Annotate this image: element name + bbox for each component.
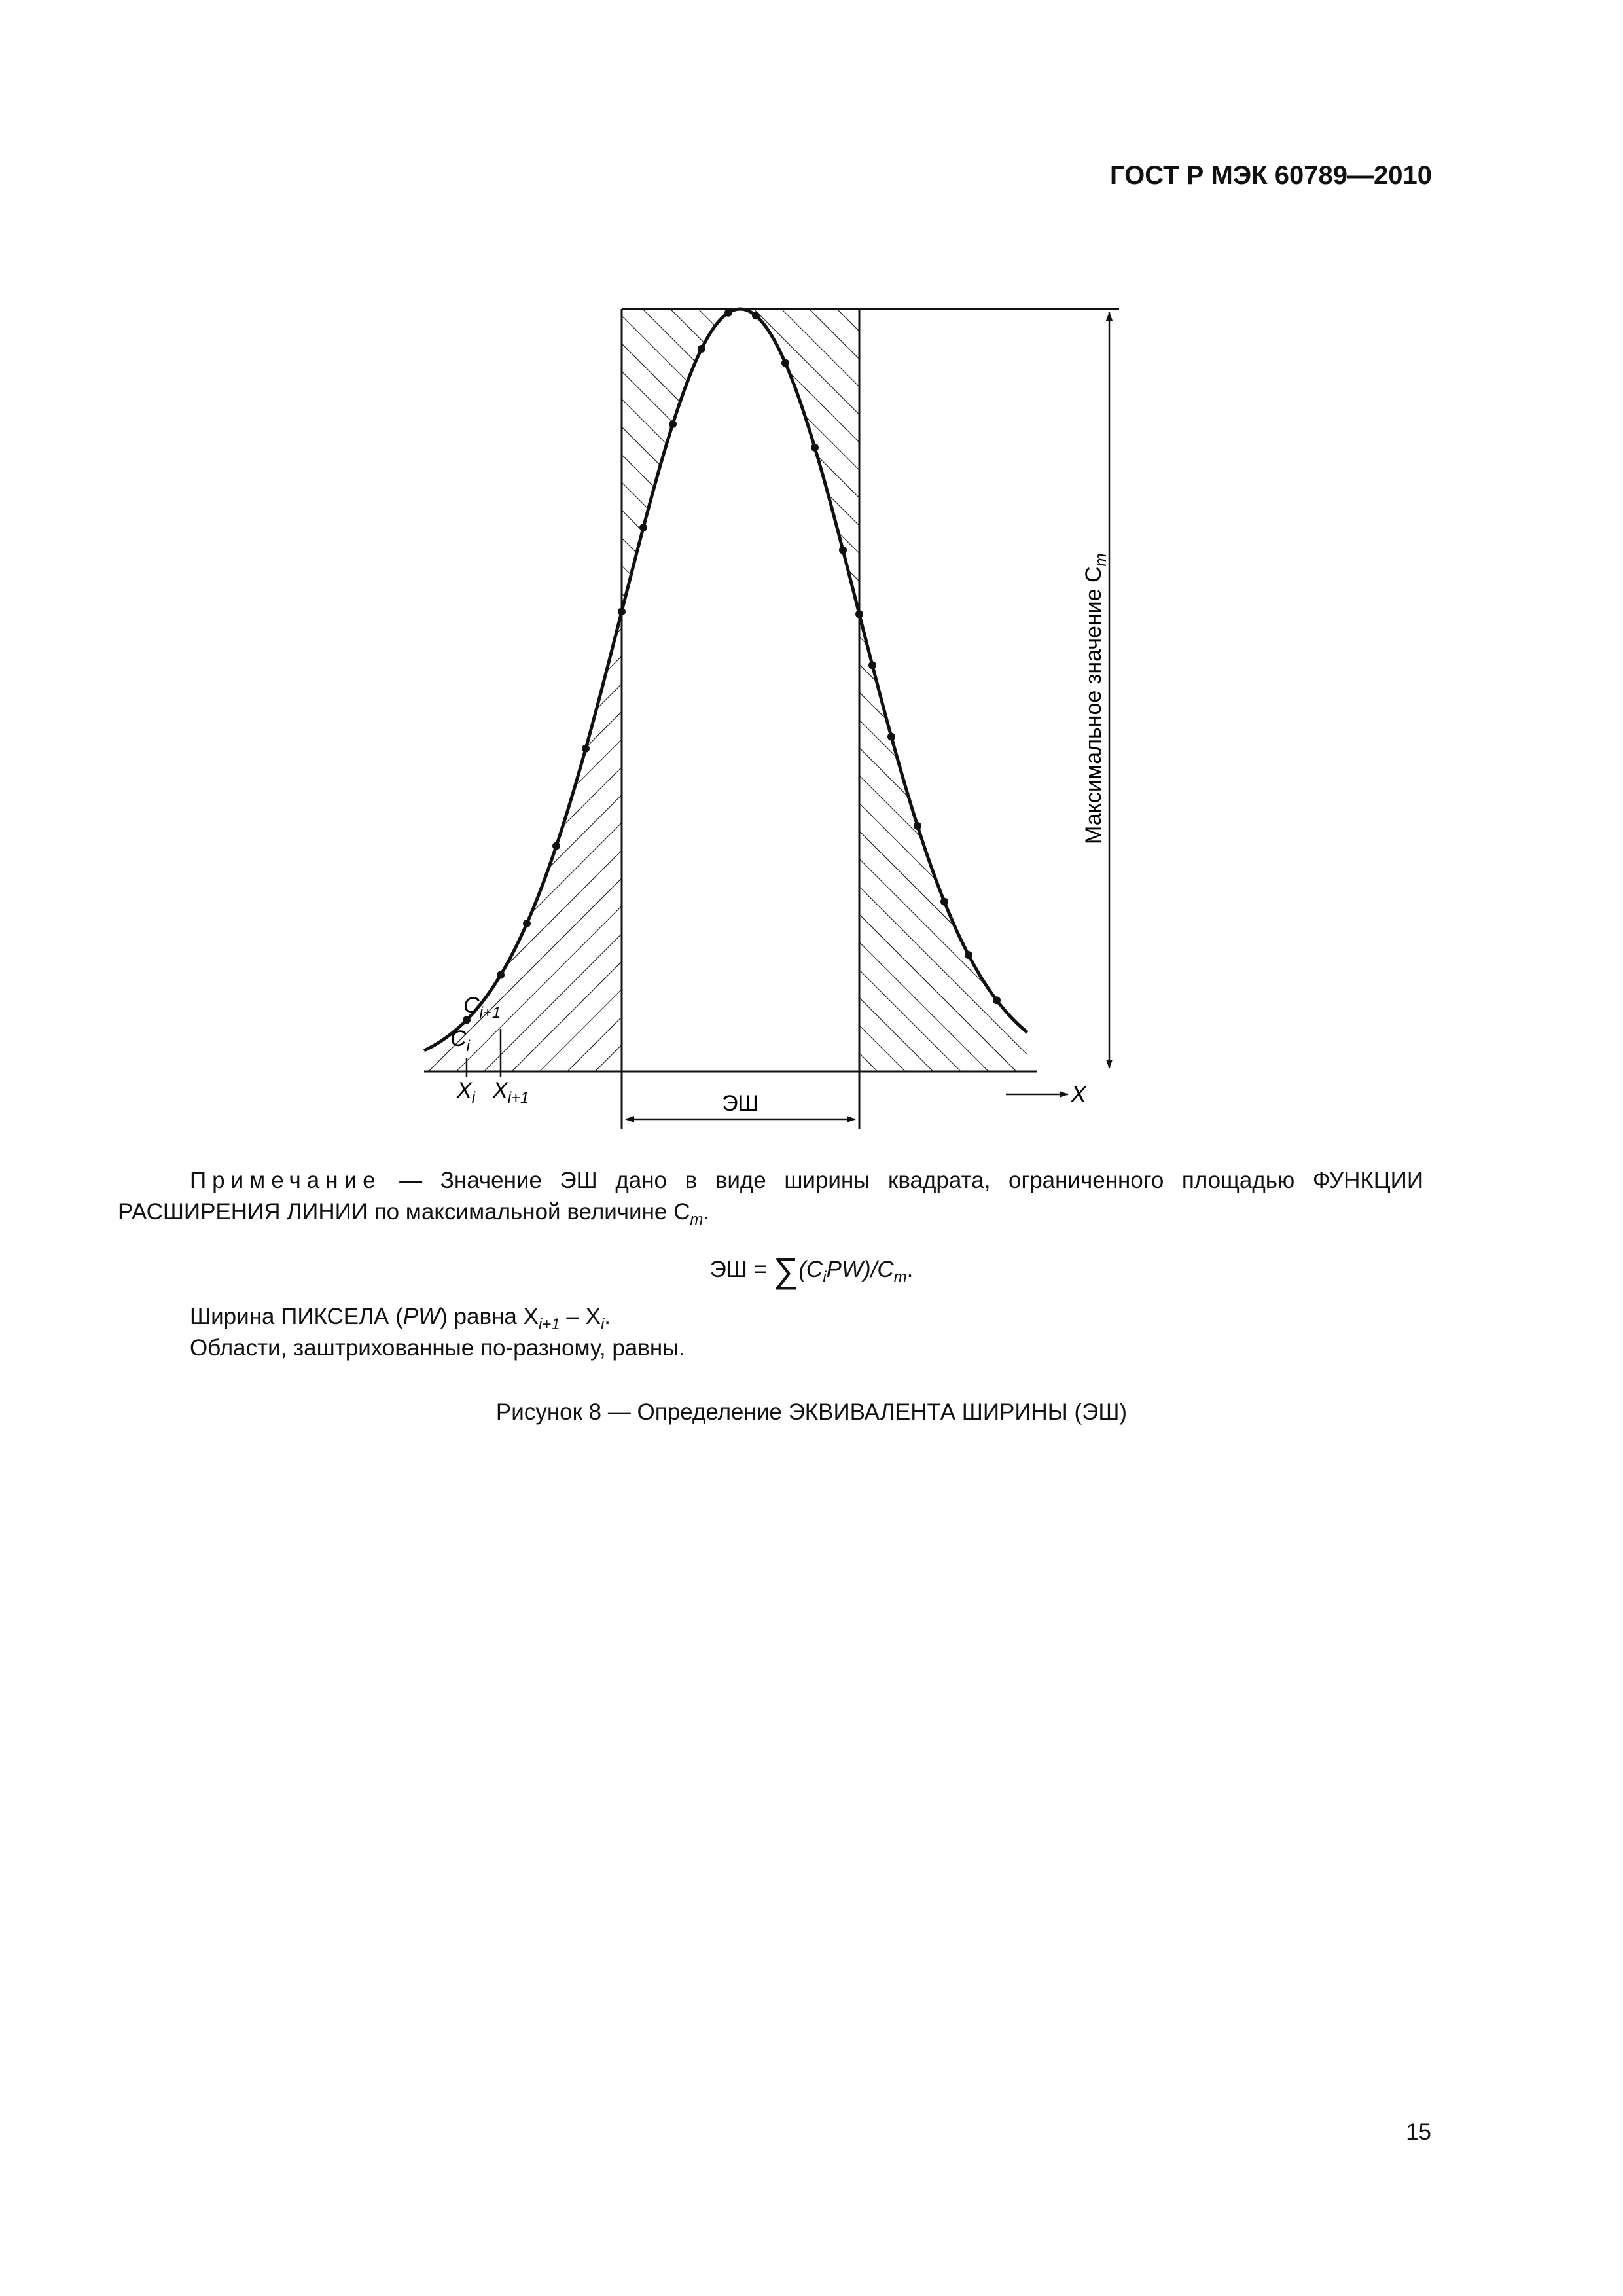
figure-caption: Рисунок 8 — Определение ЭКВИВАЛЕНТА ШИРИНЫ (ЭШ) <box>495 1399 1128 1425</box>
note-text-2-end: . <box>703 1199 710 1225</box>
equal-areas-line: Области, заштрихованные по-разному, равны. <box>190 1335 686 1361</box>
formula-lhs: ЭШ = <box>709 1257 774 1282</box>
label-esh: ЭШ <box>722 1091 758 1116</box>
hatch-right-tail <box>859 614 1027 1071</box>
label-ci: $C_i$ <box>450 1026 470 1055</box>
label-xi1: $X_{i+1}$ <box>493 1078 529 1107</box>
hatched-areas <box>425 309 1027 1071</box>
sample-point <box>993 996 1001 1004</box>
sample-point <box>523 920 531 927</box>
sample-point <box>582 745 590 753</box>
sample-point <box>669 420 677 428</box>
note-paragraph-cont <box>118 1196 1423 1236</box>
sample-point <box>618 607 626 615</box>
label-max-value: Максимальное значение $C_m$ <box>1081 553 1110 844</box>
label-x-axis: X <box>1071 1081 1087 1107</box>
note-text-1: Значение ЭШ дано в виде ширины квадрата, ограниченного площадью ФУНКЦИИ <box>440 1168 1423 1193</box>
sample-point <box>940 898 948 906</box>
note-text-2-sub: m <box>690 1211 704 1229</box>
hatch-right-top <box>740 309 859 614</box>
note-dash: — <box>381 1168 440 1193</box>
note-label: Примечание <box>190 1168 382 1193</box>
sample-point <box>839 547 847 554</box>
sample-point <box>752 312 760 319</box>
pw-sub2: i <box>600 1316 605 1333</box>
hatch-left-top <box>622 309 740 611</box>
note-text-2: РАСШИРЕНИЯ ЛИНИИ по максимальной величине C <box>118 1199 690 1225</box>
pixel-width-line <box>190 1304 611 1334</box>
sample-point <box>639 524 647 531</box>
pw-text-c: – X <box>560 1304 601 1329</box>
sample-point <box>965 951 972 959</box>
sigma-symbol: ∑ <box>773 1251 799 1290</box>
pw-symbol: PW <box>402 1304 440 1329</box>
formula-body2-sub: m <box>893 1268 907 1286</box>
sample-point <box>868 661 876 669</box>
page-number: 15 <box>1406 2119 1431 2145</box>
formula-body: (C <box>798 1257 823 1282</box>
sample-point <box>698 345 705 353</box>
sample-point <box>914 822 921 830</box>
formula-body2: PW)/C <box>826 1257 894 1282</box>
hatch-left-tail <box>425 611 622 1071</box>
pw-text-b: ) равна X <box>440 1304 539 1329</box>
pw-sub1: i+1 <box>538 1316 560 1333</box>
pw-text-a: Ширина ПИКСЕЛА ( <box>190 1304 403 1329</box>
sample-point <box>855 610 863 618</box>
sample-point <box>724 309 732 317</box>
formula-end: . <box>906 1257 914 1282</box>
pw-end: . <box>604 1304 611 1329</box>
formula-body-sub: i <box>823 1268 827 1286</box>
standard-header: ГОСТ Р МЭК 60789—2010 <box>1109 161 1432 190</box>
sample-point <box>497 971 505 979</box>
sample-point <box>552 842 560 850</box>
note-paragraph <box>118 1165 1423 1196</box>
sample-point <box>811 444 819 452</box>
sample-point <box>781 359 789 367</box>
label-ci1: $C_{i+1}$ <box>463 993 501 1022</box>
esh-formula <box>0 1250 1623 1291</box>
label-xi: $X_i$ <box>457 1078 476 1107</box>
sample-point <box>887 733 895 741</box>
